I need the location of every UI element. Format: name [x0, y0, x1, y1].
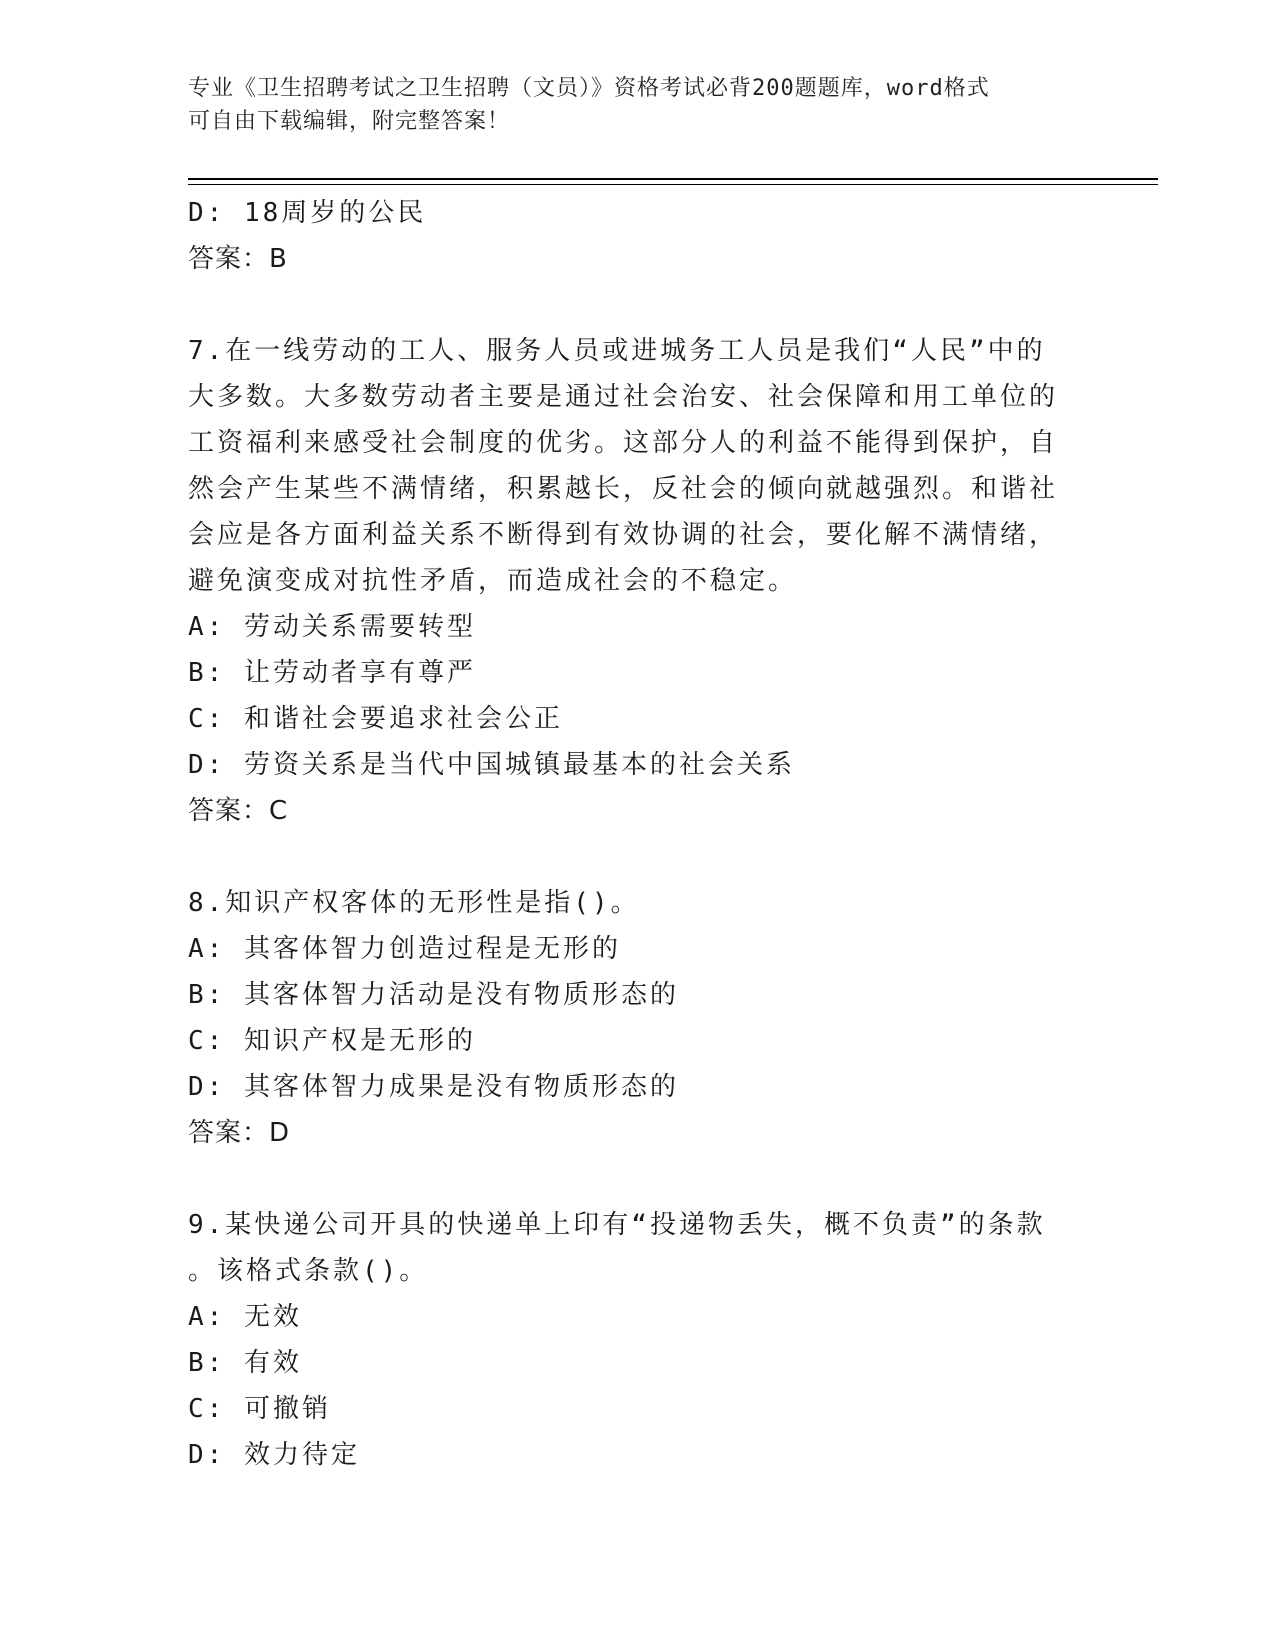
option-b: B: 其客体智力活动是没有物质形态的: [188, 980, 679, 1010]
option-c: C: 和谐社会要追求社会公正: [188, 704, 563, 734]
option-a: A: 无效: [188, 1302, 302, 1332]
question-8: [188, 880, 1068, 1156]
option-c: C: 可撤销: [188, 1394, 331, 1424]
spacer: [188, 834, 1068, 880]
question-text: [188, 880, 1068, 926]
option-d: D: 劳资关系是当代中国城镇最基本的社会关系: [188, 750, 795, 780]
option-d: D: 18周岁的公民: [188, 198, 427, 228]
question-9: [188, 1202, 1068, 1478]
header-line-1: 专业《卫生招聘考试之卫生招聘（文员）》资格考试必背200题题库，word格式: [188, 76, 990, 101]
question-text: [188, 328, 1068, 604]
question-line: 避免演变成对抗性矛盾，而造成社会的不稳定。: [188, 566, 798, 596]
option-b: B: 有效: [188, 1348, 302, 1378]
header-line-2: 可自由下载编辑，附完整答案！: [188, 109, 511, 134]
spacer: [188, 282, 1068, 328]
option-b: B: 让劳动者享有尊严: [188, 658, 476, 688]
question-line: 工资福利来感受社会制度的优劣。这部分人的利益不能得到保护，自: [188, 428, 1059, 458]
option-d: D: 其客体智力成果是没有物质形态的: [188, 1072, 679, 1102]
option-a: A: 劳动关系需要转型: [188, 612, 476, 642]
header-rule-thick: [188, 178, 1158, 180]
answer-line: 答案：B: [188, 244, 288, 274]
question-line: 大多数。大多数劳动者主要是通过社会治安、社会保障和用工单位的: [188, 382, 1059, 412]
question-text: [188, 1202, 1068, 1294]
question-line: 8.知识产权客体的无形性是指()。: [188, 888, 640, 918]
answer-line: 答案：D: [188, 1118, 291, 1148]
option-a: A: 其客体智力创造过程是无形的: [188, 934, 621, 964]
header-rule-thin: [188, 184, 1158, 185]
question-line: 7.在一线劳动的工人、服务人员或进城务工人员是我们“人民”中的: [188, 336, 1046, 366]
question-7: [188, 328, 1068, 834]
question-line: 。该格式条款()。: [188, 1256, 429, 1286]
question-line: 9.某快递公司开具的快递单上印有“投递物丢失，概不负责”的条款: [188, 1210, 1046, 1240]
option-c: C: 知识产权是无形的: [188, 1026, 476, 1056]
question-line: 然会产生某些不满情绪，积累越长，反社会的倾向就越强烈。和谐社: [188, 474, 1059, 504]
question-content: [188, 190, 1068, 1478]
question-line: 会应是各方面利益关系不断得到有效协调的社会，要化解不满情绪，: [188, 520, 1059, 550]
spacer: [188, 1156, 1068, 1202]
document-header: [188, 72, 1088, 138]
answer-line: 答案：C: [188, 796, 289, 826]
option-d: D: 效力待定: [188, 1440, 360, 1470]
